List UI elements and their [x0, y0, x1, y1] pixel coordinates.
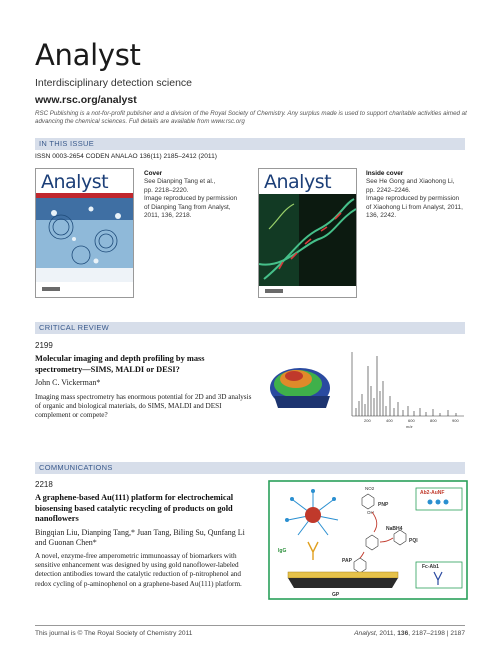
communication-authors: Bingqian Liu, Dianping Tang,* Juan Tang, Biling Su, Qunfang Li and Guonan Chen* — [35, 528, 245, 547]
label-pqi: PQI — [409, 538, 418, 544]
footer-year: , 2011, — [375, 630, 398, 637]
spectrum-tick-label: 600 — [408, 418, 415, 423]
front-cover-masthead: Analyst — [41, 171, 109, 193]
review-page-number: 2199 — [35, 341, 53, 350]
caption-line: of Dianping Tang from Analyst, — [144, 203, 231, 211]
footer-pages: , 2187–2198 | 2187 — [408, 630, 465, 637]
inside-cover-caption — [366, 170, 471, 220]
footer-journal-name: Analyst — [354, 630, 376, 637]
publisher-disclaimer: RSC Publishing is a not-for-profit publisher and a division of the Royal Society of Chemistry. Any surplus made is used to support charitable activities aimed at advancing the chemical sciences. Full details are available from www.rsc.org — [35, 110, 467, 125]
footer-divider — [35, 625, 465, 626]
label-gp: GP — [332, 592, 340, 598]
footer-citation — [354, 630, 465, 637]
communication-graphical-abstract — [268, 480, 468, 600]
journal-title: Analyst — [35, 38, 141, 72]
mass-spectrum-figure — [268, 346, 468, 430]
caption-line: Image reproduced by permission — [144, 195, 238, 203]
spectrum-x-label: m/z — [406, 424, 413, 429]
front-cover-image[interactable] — [35, 168, 134, 298]
footer-volume: 136 — [397, 630, 409, 637]
section-header-critical-review: CRITICAL REVIEW — [35, 322, 465, 334]
review-authors: John C. Vickerman* — [35, 378, 101, 387]
section-header-communications: COMMUNICATIONS — [35, 462, 465, 474]
inside-cover-image[interactable] — [258, 168, 357, 298]
spectrum-tick-label: 800 — [430, 418, 437, 423]
label-no2: NO2 — [365, 486, 375, 491]
spectrum-tick-label: 900 — [452, 418, 459, 423]
footer-copyright: This journal is © The Royal Society of Chemistry 2011 — [35, 630, 193, 637]
label-pnp: PNP — [378, 502, 389, 508]
caption-line: See He Gong and Xiaohong Li, — [366, 178, 455, 186]
caption-line: 2011, 136, 2218. — [144, 212, 192, 220]
journal-url-link[interactable]: www.rsc.org/analyst — [35, 94, 137, 106]
inside-cover-heading: Inside cover — [366, 170, 404, 177]
caption-line: Image reproduced by permission — [366, 195, 460, 203]
caption-line: 136, 2242. — [366, 212, 397, 220]
section-header-in-this-issue: IN THIS ISSUE — [35, 138, 465, 150]
caption-line: of Xiaohong Li from Analyst, 2011, — [366, 203, 463, 211]
legend-label-fc-ab1: Fc-Ab1 — [422, 564, 439, 570]
communication-title-link[interactable]: A graphene-based Au(111) platform for electrochemical biosensing based catalytic recycling of products on gold nanoflowers — [35, 493, 234, 523]
communication-abstract: A novel, enzyme-free amperometric immunoassay of biomarkers with sensitive enhancement was designed by using gold nanoflower-labeled detection antibodies toward the catalytic reduction of p-nitrophenol and redox cycling of p-aminophenol on a graphene-based Au(111) platform. — [35, 552, 242, 588]
issn-line: ISSN 0003-2654 CODEN ANALAO 136(11) 2185–2412 (2011) — [35, 153, 217, 160]
review-graphical-abstract — [268, 346, 468, 430]
label-oh: OH — [367, 510, 374, 515]
spectrum-tick-label: 400 — [386, 418, 393, 423]
spectrum-tick-label: 200 — [364, 418, 371, 423]
label-nabh4: NaBH4 — [386, 526, 403, 532]
caption-line: See Dianping Tang et al., — [144, 178, 216, 186]
journal-tagline: Interdisciplinary detection science — [35, 77, 192, 89]
front-cover-caption — [144, 170, 239, 220]
review-title-link[interactable]: Molecular imaging and depth profiling by mass spectrometry—SIMS, MALDI or DESI? — [35, 354, 205, 374]
legend-label-ab2-aunf: Ab2-AuNF — [420, 490, 445, 496]
label-igg: IgG — [278, 548, 287, 554]
inside-cover-masthead: Analyst — [264, 171, 332, 193]
label-pap: PAP — [342, 558, 352, 564]
caption-line: pp. 2242–2246. — [366, 186, 411, 194]
biosensor-scheme-figure — [268, 480, 468, 600]
caption-line: pp. 2218–2220. — [144, 186, 189, 194]
front-cover-heading: Cover — [144, 170, 163, 177]
review-abstract: Imaging mass spectrometry has enormous potential for 2D and 3D analysis of organic and biological materials, do SIMS, MALDI and DESI complement or compete? — [35, 393, 252, 420]
communication-page-number: 2218 — [35, 480, 53, 489]
